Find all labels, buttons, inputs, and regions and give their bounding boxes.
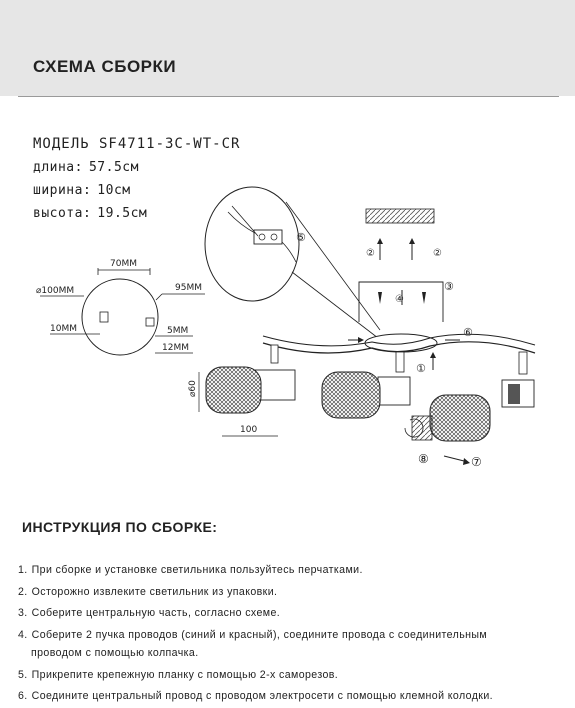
callout-1: ① bbox=[416, 362, 426, 375]
step-number: 1. bbox=[18, 564, 28, 576]
page-title: СХЕМА СБОРКИ bbox=[33, 57, 177, 76]
callout-3: ③ bbox=[444, 280, 454, 293]
step-text: Соберите 2 пучка проводов (синий и красный), соедините провода с соединительным bbox=[31, 628, 488, 641]
step-text: Прикрепите крепежную планку с помощью 2-х саморезов. bbox=[31, 668, 339, 681]
dim-10-label: 10MM bbox=[50, 324, 77, 334]
spec-label: высота: bbox=[33, 206, 92, 221]
callout-8: ⑧ bbox=[418, 452, 429, 466]
spec-value: 19.5см bbox=[97, 206, 148, 221]
list-item bbox=[18, 665, 568, 687]
step-text: При сборке и установке светильника пользуйтесь перчатками. bbox=[31, 564, 363, 576]
wiring-detail-bubble bbox=[205, 187, 380, 338]
spec-label: ширина: bbox=[33, 183, 92, 198]
step-number: 4. bbox=[18, 628, 28, 641]
spec-label: длина: bbox=[33, 160, 83, 175]
dim-5-label: 5MM bbox=[167, 326, 189, 336]
spec-value: 10см bbox=[97, 183, 131, 198]
lamp-1 bbox=[188, 345, 295, 436]
dim-depth-label: 95MM bbox=[175, 283, 202, 293]
dim-shade-diameter-label: ⌀60 bbox=[188, 380, 198, 397]
spec-value: 57.5см bbox=[88, 160, 139, 175]
dim-diameter-label: ⌀100MM bbox=[36, 286, 75, 296]
list-item bbox=[18, 686, 568, 708]
list-item bbox=[18, 582, 568, 604]
callout-2: ② bbox=[366, 248, 375, 259]
list-item bbox=[18, 560, 568, 582]
callout-2b: ② bbox=[433, 248, 442, 259]
step-text: Соедините центральный провод с проводом электросети с помощью клемной колодки. bbox=[31, 690, 493, 702]
dim-12-label: 12MM bbox=[162, 343, 189, 353]
step-number: 2. bbox=[18, 585, 28, 598]
instructions-title: ИНСТРУКЦИЯ ПО СБОРКЕ: bbox=[22, 519, 218, 535]
step-text: Осторожно извлеките светильник из упаковки. bbox=[31, 585, 278, 598]
step-number: 5. bbox=[18, 668, 28, 681]
callout-5: ⑤ bbox=[296, 231, 306, 244]
step-number: 6. bbox=[18, 690, 28, 702]
callout-6: ⑥ bbox=[463, 326, 473, 339]
canopy-dimension-drawing bbox=[36, 259, 205, 355]
dim-shade-length-label: 100 bbox=[240, 425, 258, 435]
dim-width-label: 70MM bbox=[110, 259, 137, 269]
step-text: Соберите центральную часть, согласно схеме. bbox=[31, 607, 281, 619]
step-number: 3. bbox=[18, 607, 28, 619]
step-text: проводом с помощью колпачка. bbox=[31, 647, 199, 659]
callout-7: ⑦ bbox=[471, 455, 482, 469]
model-name: МОДЕЛЬ SF4711-3C-WT-CR bbox=[33, 136, 241, 152]
callout-4: ④ bbox=[395, 294, 404, 305]
list-item-continuation bbox=[18, 643, 568, 665]
ceiling-block bbox=[366, 209, 442, 260]
list-item bbox=[18, 603, 568, 625]
instruction-list bbox=[18, 560, 568, 708]
lamp-2 bbox=[322, 352, 410, 418]
